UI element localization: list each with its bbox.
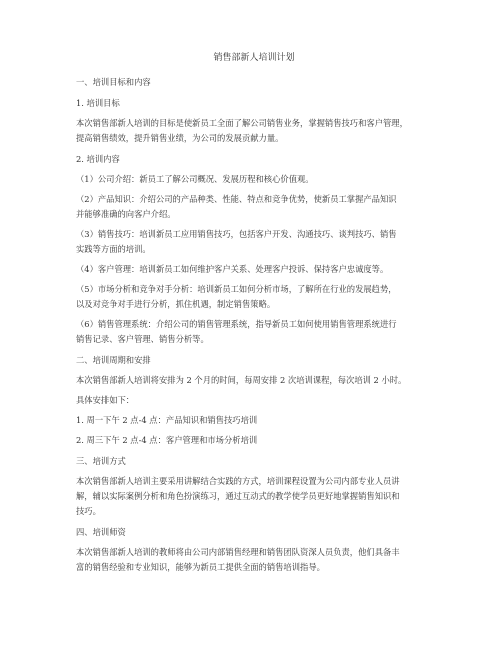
paragraph-line: 本次销售部新人培训将安排为 2 个月的时间，每周安排 2 次培训课程，每次培训 2 小时。 (76, 375, 407, 385)
document-title: 销售部新人培训计划 (213, 53, 295, 63)
paragraph-line: 本次销售部新人培训的目标是使新员工全面了解公司销售业务，掌握销售技巧和客户管理， (76, 118, 408, 128)
paragraph-line: 具体安排如下： (76, 395, 135, 405)
section-heading: 三、培训方式 (76, 456, 126, 466)
list-item-continuation: 并能够准确的向客户介绍。 (76, 209, 176, 219)
paragraph-line: 技巧。 (76, 506, 101, 516)
paragraph-line: 本次销售部新人培训的教师将由公司内部销售经理和销售团队资深人员负责，他们具备丰 (76, 547, 400, 557)
paragraph-line: 解，辅以实际案例分析和角色扮演练习，通过互动式的教学使学员更好地掌握销售知识和 (76, 491, 400, 501)
list-item: （4）客户管理：培训新员工如何维护客户关系、处理客户投诉、保持客户忠诚度等。 (76, 264, 389, 274)
list-item-continuation: 实践等方面的培训。 (76, 244, 151, 254)
subsection-heading: 1. 培训目标 (76, 98, 120, 108)
list-item: （1）公司介绍：新员工了解公司概况、发展历程和核心价值观。 (76, 174, 314, 184)
list-item-continuation: 销售记录、客户管理、销售分析等。 (76, 334, 209, 344)
list-item: （2）产品知识：介绍公司的产品种类、性能、特点和竞争优势，使新员工掌握产品知识 (76, 194, 397, 204)
paragraph-line: 本次销售部新人培训主要采用讲解结合实践的方式，培训课程设置为公司内部专业人员讲 (76, 476, 400, 486)
schedule-item: 1. 周一下午 2 点-4 点：产品知识和销售技巧培训 (76, 415, 258, 425)
paragraph-line: 提高销售绩效，提升销售业绩，为公司的发展贡献力量。 (76, 133, 284, 143)
section-heading: 一、培训目标和内容 (76, 77, 151, 87)
section-heading: 二、培训周期和安排 (76, 355, 151, 365)
list-item: （3）销售技巧：培训新员工应用销售技巧，包括客户开发、沟通技巧、谈判技巧、销售 (76, 229, 397, 239)
list-item-continuation: 以及对竞争对手进行分析，抓住机遇，制定销售策略。 (76, 299, 276, 309)
section-heading: 四、培训师资 (76, 527, 126, 537)
schedule-item: 2. 周三下午 2 点-4 点：客户管理和市场分析培训 (76, 435, 258, 445)
list-item: （5）市场分析和竞争对手分析：培训新员工如何分析市场，了解所在行业的发展趋势， (76, 284, 397, 294)
list-item: （6）销售管理系统：介绍公司的销售管理系统，指导新员工如何使用销售管理系统进行 (76, 319, 397, 329)
paragraph-line: 富的销售经验和专业知识，能够为新员工提供全面的销售培训指导。 (76, 562, 325, 572)
subsection-heading: 2. 培训内容 (76, 154, 120, 164)
